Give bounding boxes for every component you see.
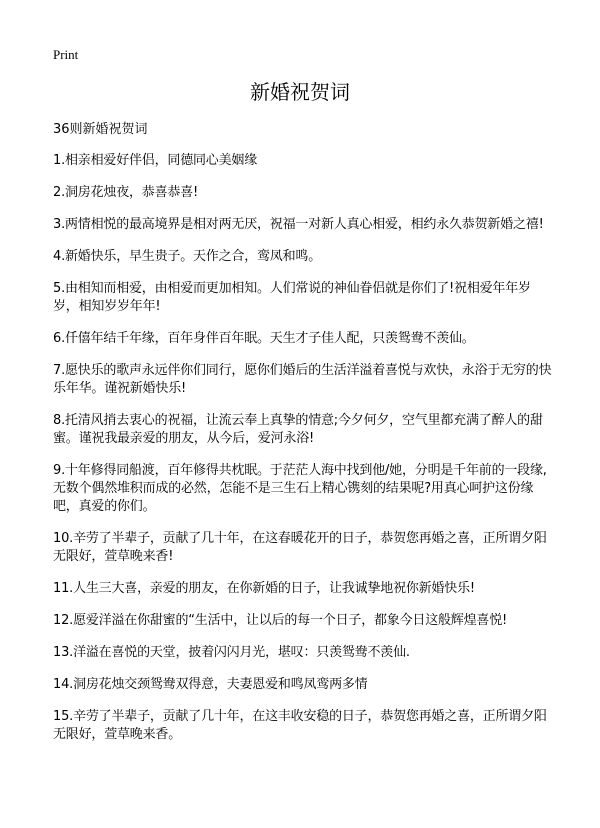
list-item: 11.人生三大喜，亲爱的朋友，在你新婚的日子，让我诚挚地祝你新婚快乐! xyxy=(53,581,475,596)
greeting-list xyxy=(53,152,553,744)
list-item: 7.愿快乐的歌声永远伴你们同行，愿你们婚后的生活洋溢着喜悦与欢快，永浴于无穷的快乐年华。谨祝新婚快乐! xyxy=(53,363,552,396)
list-item: 12.愿爱洋溢在你甜蜜的“生活中，让以后的每一个日子，都象今日这般辉煌喜悦! xyxy=(53,613,508,628)
list-item: 9.十年修得同船渡，百年修得共枕眠。于茫茫人海中找到他/她，分明是千年前的一段缘,无数个偶然堆积而成的必然，怎能不是三生石上精心镌刻的结果呢?用真心呵护这份缘吧，真爱的你们。 xyxy=(53,463,547,514)
page-title: 新婚祝贺词 xyxy=(250,80,350,104)
list-item: 1.相亲相爱好伴侣，同德同心美姻缘 xyxy=(53,153,258,168)
list-item: 14.洞房花烛交颈鸳鸯双得意，夫妻恩爱和鸣凤鸾两多情 xyxy=(53,677,368,692)
list-item: 6.仟僖年结千年缘，百年身伴百年眠。天生才子佳人配，只羡鸳鸯不羡仙。 xyxy=(53,331,475,346)
list-item: 8.托清风捎去衷心的祝福，让流云奉上真挚的情意;今夕何夕，空气里都充满了醉人的甜蜜。谨祝我最亲爱的朋友，从今后，爱河永浴! xyxy=(53,413,543,446)
list-item: 5.由相知而相爱，由相爱而更加相知。人们常说的神仙眷侣就是你们了!祝相爱年年岁岁，相知岁岁年年! xyxy=(53,281,531,314)
list-item: 4.新婚快乐，早生贵子。天作之合，鸾凤和鸣。 xyxy=(53,249,322,264)
print-link[interactable]: Print xyxy=(53,47,79,62)
document-subtitle: 36则新婚祝贺词 xyxy=(53,122,148,137)
list-item: 3.两情相悦的最高境界是相对两无厌，祝福一对新人真心相爱，相约永久恭贺新婚之禧! xyxy=(53,217,544,232)
list-item: 10.辛劳了半辈子，贡献了几十年，在这春暖花开的日子，恭贺您再婚之喜，正所谓夕阳无限好，萱草晚来香! xyxy=(53,531,547,564)
list-item: 2.洞房花烛夜，恭喜恭喜! xyxy=(53,185,199,200)
document-body xyxy=(53,120,553,758)
list-item: 13.洋溢在喜悦的天堂，披着闪闪月光，堪叹：只羡鸳鸯不羡仙. xyxy=(53,645,410,660)
list-item: 15.辛劳了半辈子，贡献了几十年，在这丰收安稳的日子，恭贺您再婚之喜，正所谓夕阳无限好，萱草晚来香。 xyxy=(53,709,547,742)
